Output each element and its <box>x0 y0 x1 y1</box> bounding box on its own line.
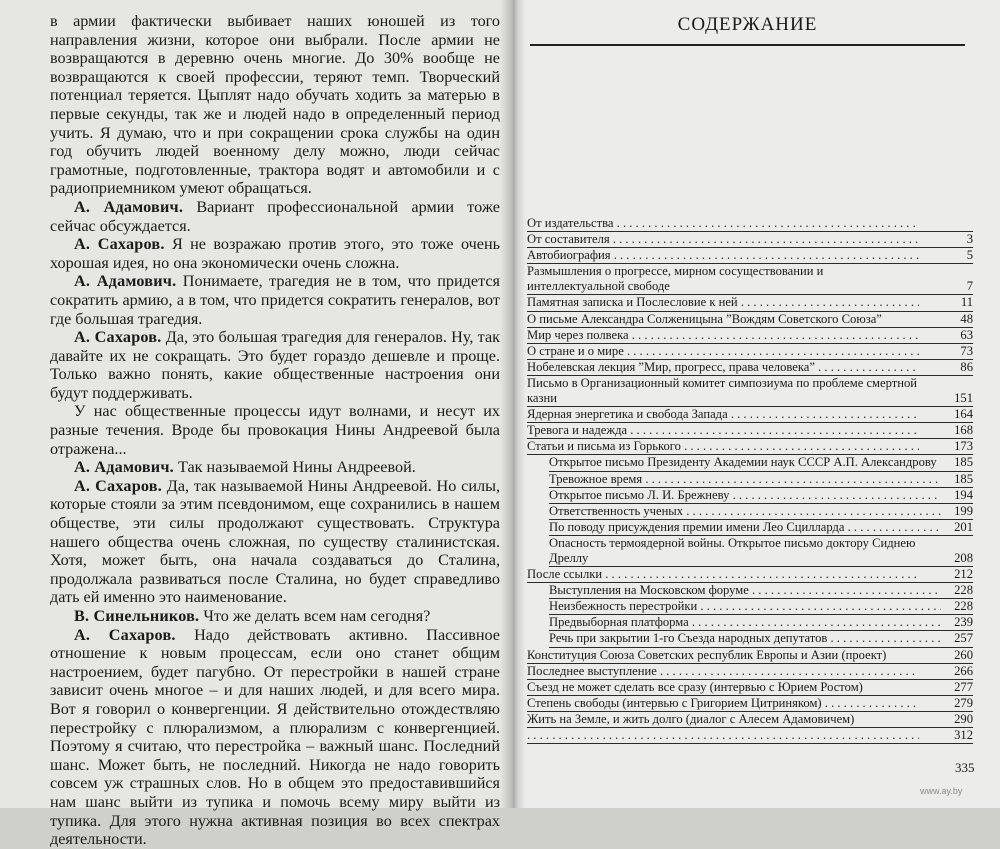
toc-entry-page: 86 <box>960 359 973 374</box>
toc-entry-title: Конституция Союза Советских республик Европы и Азии (проект) <box>527 647 887 662</box>
toc-entry <box>549 520 973 536</box>
toc-entry-title: Открытое письмо Л. И. Брежневу . . . <box>549 488 941 503</box>
toc-entry-title: Ядерная энергетика и свобода Запада . . . <box>527 407 919 422</box>
paragraph-text: Что же делать всем нам сегодня? <box>199 607 431 625</box>
toc-entry <box>527 648 973 664</box>
toc-entry-title: Речь при закрытии 1-го Съезда народных депутатов . . . <box>549 631 941 646</box>
toc-entry-title: От издательства . . . <box>527 216 919 231</box>
toc-entry-page: 5 <box>966 248 973 263</box>
toc-entry <box>527 376 973 407</box>
toc-entry <box>527 664 973 680</box>
toc-entry <box>527 264 973 295</box>
toc-entry-page: 73 <box>960 343 973 358</box>
toc-entry <box>527 295 973 311</box>
speaker-name: А. Адамович. <box>74 458 174 477</box>
toc-entry <box>527 712 973 728</box>
toc-entry-title: Последнее выступление . . . <box>527 664 919 679</box>
toc-entry <box>549 472 973 488</box>
paragraph-text: Надо действовать активно. Пассивное отношение к новым процессам, если оно станет общим настроением, будет пагубно. От перестройки в нашей стране зависит очень многое – и для наших людей, и для всего мира. Вот я говорил о конвергенции. Я действительно отождествляю перестройку с плюрализмом, а плюрализм с конвергенцией. Поэтому я считаю, что перестройка – важный шанс. Последний шанс. Может быть, не последний. Никогда не надо говорить совсем уж страшных слов. Но в общем это предоставившийся нам шанс выйти из тупика и помочь всему миру выйти из тупика. Для этого нужна активная позиция во всех спектрах деятельности. <box>50 625 500 849</box>
toc-entry <box>549 631 973 647</box>
paragraph-text: Я не возражаю против этого, это тоже очень хорошая идея, но она экономически очень сложна. <box>50 235 500 272</box>
toc-entry <box>527 728 973 744</box>
paragraph-text: в армии фактически выбивает наших юношей из того направления жизни, которое они выбрали. После армии не возвращаются в деревню очень многие. До 30% вообще не возвращаются к своей профессии, теряют темп. Творческий потенциал теряется. Цыплят надо обучать ходить за матерью в первые секунды, так же и людей надо в определенный период учить. Я думаю, что и при сокращении срока службы на один год обучить людей военному делу можно, люди сейчас грамотные, подготовленные, трактора водят и автомобили и с радиоприемником умеют обращаться. <box>50 12 500 198</box>
toc-entry-page: 3 <box>966 232 973 247</box>
toc-entry-page: 228 <box>954 599 973 614</box>
toc-entry <box>527 248 973 264</box>
toc-entry <box>527 423 973 439</box>
toc-entry-title: Размышления о прогрессе, мирном сосуществовании и интеллектуальной свободе <box>527 264 824 294</box>
title-rule <box>530 44 965 46</box>
toc-entry <box>549 488 973 504</box>
toc-entry-page: 290 <box>954 711 973 726</box>
toc-entry <box>527 216 973 232</box>
speaker-name: А. Адамович. <box>74 272 177 291</box>
toc-entry-title: Статьи и письма из Горького . . . <box>527 439 919 454</box>
toc-entry-title <box>527 728 919 743</box>
toc-entry-title: О письме Александра Солженицына ”Вождям Советского Союза” <box>527 311 882 326</box>
book-gutter <box>500 0 526 808</box>
toc-entry-title: Опасность термоядерной войны. Открытое письмо доктору Сиднею Дреллу <box>549 535 916 565</box>
toc-entry <box>527 360 973 376</box>
toc-entry-title: Автобиография . . . <box>527 248 919 263</box>
paragraph <box>50 12 500 198</box>
paragraph <box>50 328 500 402</box>
toc-entry <box>549 536 973 567</box>
toc-entry-page: 239 <box>954 615 973 630</box>
toc-entry-title: Письмо в Организационный комитет симпозиума по проблеме смертной казни <box>527 375 918 406</box>
toc-entry-page: 312 <box>954 728 973 742</box>
toc-entry-page: 11 <box>960 295 973 310</box>
toc-entry-page: 48 <box>960 311 973 326</box>
paragraph <box>50 458 500 477</box>
speaker-name: А. Сахаров. <box>74 476 162 495</box>
toc-entry-page: 277 <box>954 679 973 694</box>
paragraph-text: У нас общественные процессы идут волнами, и несут их разные течения. Вроде бы провокация Нины Андреевой была отражена... <box>50 402 500 458</box>
toc-entry-title: Ответственность ученых . . . <box>549 504 941 519</box>
speaker-name: А. Сахаров. <box>74 235 165 254</box>
toc-entry-page: 194 <box>954 487 973 502</box>
toc-entry-title: Тревожное время . . . <box>549 472 941 487</box>
toc-entry-page: 63 <box>960 327 973 342</box>
toc-entry <box>549 504 973 520</box>
toc-entry <box>527 232 973 248</box>
paragraph-text: Понимаете, трагедия не в том, что придется сократить армию, а в том, что придется сократить генералов, вот где большая трагедия. <box>50 272 501 328</box>
toc-entry-page: 164 <box>954 407 973 422</box>
interview-text <box>50 12 500 849</box>
toc-entry-title: По поводу присуждения премии имени Лео Сцилларда . . . <box>549 520 941 535</box>
toc-entry-page: 185 <box>954 455 973 470</box>
speaker-name: В. Синельников. <box>74 607 200 625</box>
toc-entry-page: 212 <box>954 567 973 582</box>
paragraph-text: Да, так называемой Нины Андреевой. Но силы, которые стояли за этим псевдонимом, еще сохранились в нашем обществе, эти силы продолжают существовать. Структура нашего общества очень сложная, по существу сталинистская. Хотя, может быть, она начала создаваться до Сталина, продолжала развиваться после Сталина, но будет справедливо дать ей именно это наименование. <box>50 476 500 607</box>
toc-entry <box>527 696 973 712</box>
paragraph <box>50 402 500 458</box>
toc-entry <box>549 615 973 631</box>
toc-entry <box>527 567 973 583</box>
paragraph <box>50 626 500 849</box>
toc-entry <box>527 407 973 423</box>
speaker-name: А. Адамович. <box>74 197 184 216</box>
paragraph-text: Вариант профессиональной армии тоже сейчас обсуждается. <box>50 197 500 235</box>
toc-entry-page: 173 <box>954 439 973 454</box>
toc-entry-title: Мир через полвека . . . <box>527 328 919 343</box>
contents-title: СОДЕРЖАНИЕ <box>677 14 818 35</box>
toc-entry-page: 228 <box>954 583 973 598</box>
table-of-contents <box>527 216 973 744</box>
toc-entry-page: 199 <box>954 503 973 518</box>
toc-entry-page: 260 <box>954 647 973 662</box>
paragraph <box>50 198 500 235</box>
toc-entry <box>549 583 973 599</box>
paragraph <box>50 272 500 328</box>
toc-entry-title: После ссылки . . . <box>527 567 919 582</box>
toc-entry-page: 168 <box>954 423 973 438</box>
paragraph-text: Так называемой Нины Андреевой. <box>173 458 416 477</box>
toc-entry-page: 185 <box>954 471 973 486</box>
toc-entry-title: Съезд не может сделать все сразу (интервью с Юрием Ростом) <box>527 679 863 694</box>
speaker-name: А. Сахаров. <box>74 625 176 644</box>
paragraph-text: Да, это большая трагедия для генералов. Ну, так давайте их не сокращать. Это будет гораздо дешевле и проще. Только важно понять, какие общественные настроения они будут поддерживать. <box>50 328 501 402</box>
toc-entry-title: Выступления на Московском форуме . . . <box>549 583 941 598</box>
toc-entry-title: О стране и о мире . . . <box>527 344 919 359</box>
paragraph <box>50 235 500 272</box>
toc-entry-page: 151 <box>954 391 973 406</box>
toc-entry-page: 279 <box>954 695 973 710</box>
toc-entry-page: 7 <box>966 279 973 294</box>
watermark: www.ay.by <box>920 786 963 796</box>
toc-entry-page: 201 <box>954 519 973 534</box>
toc-entry <box>527 439 973 455</box>
toc-entry-title: Предвыборная платформа . . . <box>549 615 941 630</box>
toc-entry-title: Памятная записка и Послесловие к ней . . . <box>527 295 919 310</box>
speaker-name: А. Сахаров. <box>74 328 162 347</box>
toc-entry <box>527 344 973 360</box>
toc-entry-title: Нобелевская лекция ”Мир, прогресс, права человека” . . . <box>527 360 919 375</box>
paragraph <box>50 607 500 626</box>
toc-entry <box>527 312 973 328</box>
toc-entry-title: Жить на Земле, и жить долго (диалог с Алесем Адамовичем) <box>527 711 855 726</box>
toc-entry <box>549 599 973 615</box>
toc-entry-page: 257 <box>954 631 973 646</box>
toc-entry <box>527 680 973 696</box>
toc-entry-title: Неизбежность перестройки . . . <box>549 599 941 614</box>
toc-entry-title: Тревога и надежда . . . <box>527 423 919 438</box>
toc-entry <box>549 455 973 471</box>
toc-entry-title: Открытое письмо Президенту Академии наук СССР А.П. Александрову <box>549 455 937 470</box>
toc-entry-title: Степень свободы (интервью с Григорием Цитриняком) . . . <box>527 696 919 711</box>
toc-entry-title: От составителя . . . <box>527 232 919 247</box>
toc-entry-page: 208 <box>954 550 973 565</box>
page-number: 335 <box>955 760 975 775</box>
toc-entry-page: 266 <box>954 663 973 678</box>
toc-entry <box>527 328 973 344</box>
paragraph <box>50 477 500 607</box>
